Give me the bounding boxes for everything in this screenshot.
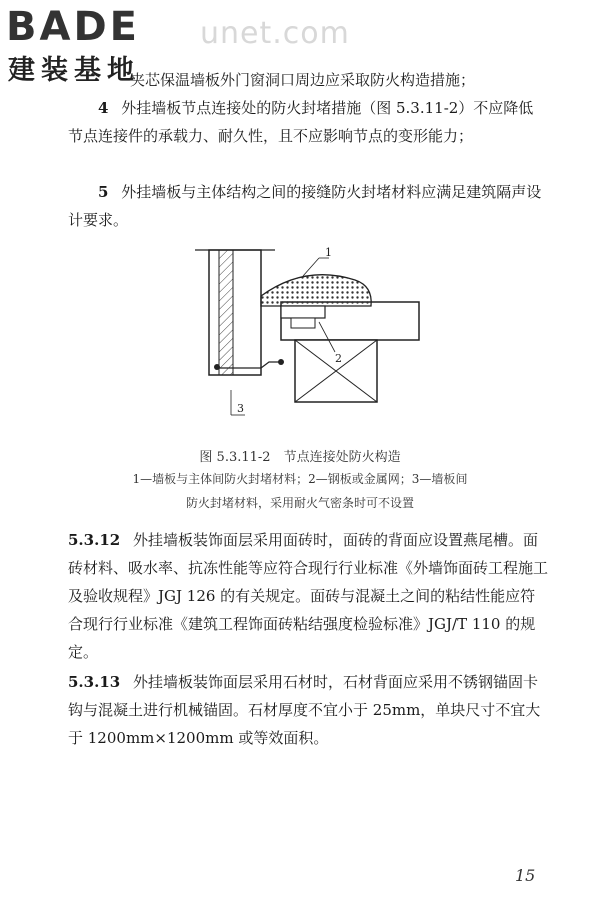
paragraph-line <box>130 66 550 94</box>
steel-plate <box>281 306 325 318</box>
clause-text: 外挂墙板装饰面层采用石材时，石材背面应采用不锈钢锚固卡钩与混凝土进行机械锚固。石材厚度不宜小于 25mm，单块尺寸不宜大于 1200mm×1200mm 或等效面积。 <box>68 673 541 747</box>
clause-5-3-13 <box>68 668 548 752</box>
page-number: 15 <box>515 866 536 885</box>
paragraph-item-4 <box>68 94 548 150</box>
clause-text: 外挂墙板装饰面层采用面砖时，面砖的背面应设置燕尾槽。面砖材料、吸水率、抗冻性能等应符合现行行业标准《外墙饰面砖工程施工及验收规程》JGJ 126 的有关规定。面砖与混凝土之间的粘结性能应符合现行行业标准《建筑工程饰面砖粘结强度检验标准》JGJ/T 110 的规定。 <box>68 531 549 661</box>
logo-brand: BADE <box>6 4 140 50</box>
item-text: 外挂墙板与主体结构之间的接缝防火封堵材料应满足建筑隔声设计要求。 <box>68 183 542 229</box>
clause-number: 5.3.13 <box>68 673 121 691</box>
clause-number: 5.3.12 <box>68 531 121 549</box>
clause-5-3-12 <box>68 526 548 666</box>
item-number: 4 <box>98 99 109 117</box>
figure-caption-line2: 防火封堵材料，采用耐火气密条时可不设置 <box>185 496 414 510</box>
logo-subtitle: 建装基地 <box>8 55 140 86</box>
item-text: 外挂墙板节点连接处的防火封堵措施（图 5.3.11-2）不应降低节点连接件的承载力、耐久性，且不应影响节点的变形能力； <box>68 99 534 145</box>
wall-insulation <box>219 250 233 375</box>
label-2: 2 <box>335 352 342 365</box>
label-1: 1 <box>325 246 332 259</box>
watermark: unet.com <box>200 16 350 51</box>
item-number: 5 <box>98 183 109 201</box>
label-3: 3 <box>237 402 244 415</box>
figure-caption-line1: 1—墙板与主体间防火封堵材料；2—钢板或金属网；3—墙板间 <box>132 472 468 486</box>
paragraph-item-5 <box>68 178 548 234</box>
connector <box>291 318 315 328</box>
figure-caption-title: 图 5.3.11-2 节点连接处防火构造 <box>199 450 401 465</box>
wall-panel <box>209 250 261 375</box>
joint-seal <box>214 364 220 370</box>
paragraph-text: 夹芯保温墙板外门窗洞口周边应采取防火构造措施； <box>130 71 476 89</box>
fireproof-joint-diagram <box>195 240 425 430</box>
fire-sealing-material <box>261 275 371 306</box>
